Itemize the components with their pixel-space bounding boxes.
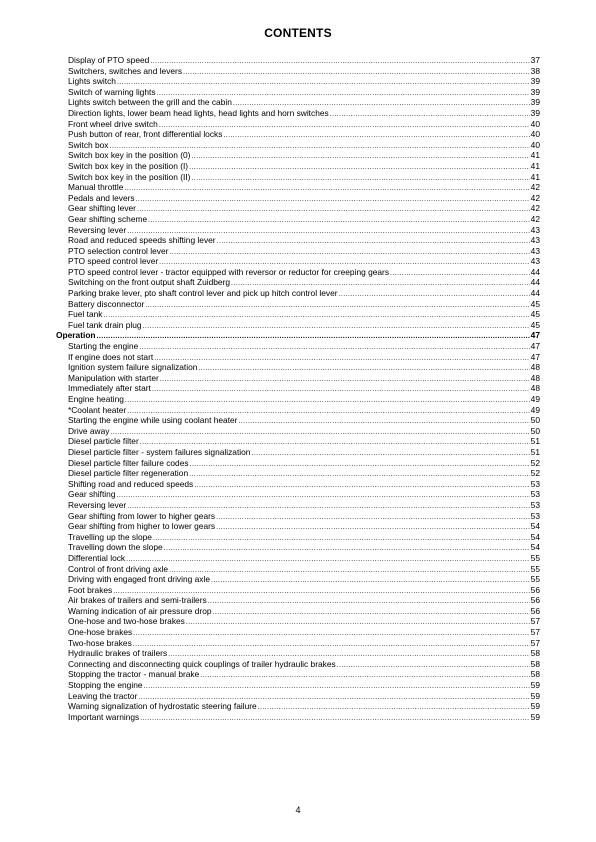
page-title: CONTENTS xyxy=(264,26,332,40)
toc-dot-leader xyxy=(200,671,529,682)
toc-entry[interactable] xyxy=(56,373,540,384)
toc-entry-title: Differential lock xyxy=(68,552,126,563)
toc-entry-title: Engine heating xyxy=(68,394,124,404)
toc-dot-leader xyxy=(145,301,529,312)
toc-entry[interactable] xyxy=(56,606,540,617)
toc-entry-page-number: 38 xyxy=(530,65,540,76)
toc-dot-leader xyxy=(97,332,530,343)
toc-entry-title: Pedals and levers xyxy=(68,192,135,203)
toc-entry-page-number: 45 xyxy=(530,298,540,309)
toc-entry[interactable] xyxy=(56,436,540,447)
toc-entry[interactable] xyxy=(56,256,540,267)
toc-entry-page-number: 50 xyxy=(530,415,540,426)
toc-entry-title: Lights switch xyxy=(68,76,116,87)
toc-dot-leader xyxy=(169,248,529,259)
toc-entry[interactable] xyxy=(56,500,540,511)
toc-entry-title: Switch box key in the position (I) xyxy=(68,160,189,171)
toc-entry-page-number: 59 xyxy=(530,680,540,691)
toc-entry-title: PTO speed control lever - tractor equipped with reversor or reductor for creeping gears xyxy=(68,266,390,277)
toc-entry-title: Switch box key in the position (0) xyxy=(68,150,191,161)
toc-entry[interactable] xyxy=(56,532,540,543)
toc-entry-title: Diesel particle filter - system failures signalization xyxy=(68,446,251,457)
toc-entry[interactable] xyxy=(56,511,540,522)
toc-entry-title: Travelling down the slope xyxy=(68,542,163,553)
toc-entry-title: Drive away xyxy=(68,425,110,436)
toc-entry-page-number: 39 xyxy=(530,76,540,87)
toc-entry[interactable] xyxy=(56,468,540,479)
toc-entry-page-number: 45 xyxy=(530,319,540,330)
toc-dot-leader xyxy=(390,269,530,280)
toc-section-entry[interactable] xyxy=(56,330,540,341)
toc-entry[interactable] xyxy=(56,542,540,553)
toc-entry[interactable] xyxy=(56,66,540,77)
toc-entry-title: One-hose brakes xyxy=(68,627,133,638)
toc-entry-title: Gear shifting from higher to lower gears xyxy=(68,521,216,532)
toc-entry-title: Hydraulic brakes of trailers xyxy=(68,648,168,659)
toc-entry-page-number: 54 xyxy=(530,531,540,542)
toc-entry-page-number: 41 xyxy=(530,171,540,182)
toc-entry-page-number: 58 xyxy=(530,669,540,680)
toc-dot-leader xyxy=(143,322,530,333)
toc-entry[interactable] xyxy=(56,648,540,659)
toc-entry[interactable] xyxy=(56,405,540,416)
toc-entry-title: Control of front driving axle xyxy=(68,563,169,574)
toc-entry[interactable] xyxy=(56,97,540,108)
toc-entry[interactable] xyxy=(56,595,540,606)
toc-entry[interactable] xyxy=(56,426,540,437)
toc-entry-page-number: 59 xyxy=(530,711,540,722)
toc-entry-page-number: 57 xyxy=(530,616,540,627)
toc-dot-leader xyxy=(339,290,530,301)
toc-entry-page-number: 42 xyxy=(530,203,540,214)
toc-entry-page-number: 53 xyxy=(530,489,540,500)
toc-entry-page-number: 39 xyxy=(530,97,540,108)
toc-entry-page-number: 49 xyxy=(530,404,540,415)
toc-dot-leader xyxy=(136,195,530,206)
toc-entry-title: Driving with engaged front driving axle xyxy=(68,574,210,585)
toc-entry[interactable] xyxy=(56,564,540,575)
toc-dot-leader xyxy=(208,597,530,608)
toc-dot-leader xyxy=(150,57,529,68)
toc-entry-page-number: 48 xyxy=(530,383,540,394)
toc-entry[interactable] xyxy=(56,182,540,193)
toc-entry-page-number: 43 xyxy=(530,224,540,235)
toc-dot-leader xyxy=(164,544,530,555)
toc-dot-leader xyxy=(139,343,529,354)
toc-entry-title: Two-hose brakes xyxy=(68,637,132,648)
toc-entry-page-number: 44 xyxy=(530,277,540,288)
toc-entry[interactable] xyxy=(56,76,540,87)
toc-entry-title: Stopping the tractor - manual brake xyxy=(68,669,200,680)
toc-dot-leader xyxy=(258,703,530,714)
toc-dot-leader xyxy=(183,68,530,79)
toc-entry-title: Gear shifting lever xyxy=(68,203,136,214)
toc-entry-title: Starting the engine while using coolant heater xyxy=(68,415,238,426)
toc-entry-title: Warning indication of air pressure drop xyxy=(68,605,212,616)
toc-dot-leader xyxy=(117,78,530,89)
toc-entry[interactable] xyxy=(56,341,540,352)
toc-entry[interactable] xyxy=(56,320,540,331)
toc-entry-page-number: 41 xyxy=(530,150,540,161)
toc-entry-page-number: 51 xyxy=(530,436,540,447)
toc-entry-page-number: 43 xyxy=(530,256,540,267)
toc-entry-page-number: 54 xyxy=(530,542,540,553)
toc-dot-leader xyxy=(152,385,530,396)
toc-dot-leader xyxy=(140,714,529,725)
toc-entry[interactable] xyxy=(56,638,540,649)
page-number: 4 xyxy=(295,805,301,815)
toc-entry[interactable] xyxy=(56,680,540,691)
toc-entry-page-number: 55 xyxy=(530,563,540,574)
toc-dot-leader xyxy=(153,534,530,545)
toc-entry-page-number: 39 xyxy=(530,107,540,118)
toc-entry[interactable] xyxy=(56,309,540,320)
toc-entry-title: Gear shifting from lower to higher gears xyxy=(68,510,216,521)
toc-entry-title: Switching on the front output shaft Zuidberg xyxy=(68,277,231,288)
toc-entry-page-number: 42 xyxy=(530,213,540,224)
toc-dot-leader xyxy=(189,163,530,174)
toc-entry[interactable] xyxy=(56,246,540,257)
toc-entry-title: Front wheel drive switch xyxy=(68,118,158,129)
toc-entry-page-number: 43 xyxy=(530,245,540,256)
toc-dot-leader xyxy=(198,364,529,375)
toc-entry-title: Warning signalization of hydrostatic steering failure xyxy=(68,701,257,712)
toc-entry[interactable] xyxy=(56,119,540,130)
toc-entry-title: Travelling up the slope xyxy=(68,531,152,542)
toc-entry[interactable] xyxy=(56,214,540,225)
toc-dot-leader xyxy=(238,417,529,428)
toc-entry[interactable] xyxy=(56,415,540,426)
toc-dot-leader xyxy=(133,640,530,651)
toc-entry[interactable] xyxy=(56,352,540,363)
toc-entry[interactable] xyxy=(56,383,540,394)
toc-entry-title: Diesel particle filter failure codes xyxy=(68,457,189,468)
toc-entry-title: Parking brake lever, pto shaft control lever and pick up hitch control lever xyxy=(68,288,338,299)
toc-entry-title: Gear shifting xyxy=(68,489,116,500)
toc-entry[interactable] xyxy=(56,225,540,236)
toc-entry-page-number: 53 xyxy=(530,478,540,489)
toc-entry[interactable] xyxy=(56,362,540,373)
toc-entry[interactable] xyxy=(56,574,540,585)
toc-entry-title: Foot brakes xyxy=(68,584,113,595)
toc-entry-title: Manipulation with starter xyxy=(68,372,159,383)
toc-entry-page-number: 40 xyxy=(530,139,540,150)
toc-dot-leader xyxy=(125,396,530,407)
toc-entry-page-number: 53 xyxy=(530,510,540,521)
toc-entry-page-number: 56 xyxy=(530,584,540,595)
toc-entry-title: Operation xyxy=(56,330,96,341)
toc-entry-page-number: 47 xyxy=(530,351,540,362)
toc-entry[interactable] xyxy=(56,172,540,183)
toc-entry-title: Air brakes of trailers and semi-trailers xyxy=(68,595,207,606)
toc-entry-page-number: 57 xyxy=(530,627,540,638)
toc-entry-title: Stopping the engine xyxy=(68,680,143,691)
toc-entry-page-number: 56 xyxy=(530,605,540,616)
toc-entry[interactable] xyxy=(56,299,540,310)
toc-entry-title: Fuel tank xyxy=(68,309,103,320)
toc-dot-leader xyxy=(126,555,530,566)
toc-entry[interactable] xyxy=(56,140,540,151)
toc-entry-title: Manual throttle xyxy=(68,182,124,193)
toc-entry[interactable] xyxy=(56,129,540,140)
toc-entry-page-number: 41 xyxy=(530,160,540,171)
toc-entry[interactable] xyxy=(56,479,540,490)
toc-entry-title: Immediately after start xyxy=(68,383,151,394)
toc-dot-leader xyxy=(217,237,530,248)
toc-entry-page-number: 57 xyxy=(530,637,540,648)
table-of-contents xyxy=(56,55,540,722)
toc-entry-title: Switchers, switches and levers xyxy=(68,65,183,76)
toc-entry-page-number: 47 xyxy=(530,341,540,352)
toc-dot-leader xyxy=(191,174,529,185)
toc-entry[interactable] xyxy=(56,108,540,119)
toc-entry-title: *Coolant heater xyxy=(68,404,127,415)
toc-entry-page-number: 54 xyxy=(530,521,540,532)
toc-entry-page-number: 56 xyxy=(530,595,540,606)
toc-dot-leader xyxy=(330,110,530,121)
toc-dot-leader xyxy=(116,491,529,502)
toc-entry[interactable] xyxy=(56,669,540,680)
toc-entry-title: One-hose and two-hose brakes xyxy=(68,616,185,627)
toc-entry-title: Push button of rear, front differential locks xyxy=(68,129,223,140)
toc-entry-title: Reversing lever xyxy=(68,224,127,235)
toc-entry[interactable] xyxy=(56,616,540,627)
toc-entry[interactable] xyxy=(56,585,540,596)
toc-entry-page-number: 55 xyxy=(530,574,540,585)
toc-dot-leader xyxy=(337,661,530,672)
toc-entry[interactable] xyxy=(56,489,540,500)
toc-entry-page-number: 42 xyxy=(530,192,540,203)
toc-dot-leader xyxy=(103,311,529,322)
toc-entry[interactable] xyxy=(56,447,540,458)
toc-entry-title: If engine does not start xyxy=(68,351,154,362)
toc-entry-page-number: 39 xyxy=(530,86,540,97)
toc-entry-title: PTO selection control lever xyxy=(68,245,169,256)
toc-entry-page-number: 40 xyxy=(530,118,540,129)
toc-entry-page-number: 53 xyxy=(530,499,540,510)
toc-dot-leader xyxy=(211,576,530,587)
toc-dot-leader xyxy=(160,375,530,386)
toc-entry-page-number: 48 xyxy=(530,362,540,373)
toc-dot-leader xyxy=(169,566,530,577)
toc-dot-leader xyxy=(216,523,530,534)
toc-entry[interactable] xyxy=(56,267,540,278)
toc-entry-title: Shifting road and reduced speeds xyxy=(68,478,194,489)
toc-entry-title: Diesel particle filter regeneration xyxy=(68,468,189,479)
toc-entry-title: Switch box xyxy=(68,139,109,150)
toc-entry-title: Battery disconnector xyxy=(68,298,145,309)
toc-entry[interactable] xyxy=(56,55,540,66)
toc-entry-title: Lights switch between the grill and the cabin xyxy=(68,97,232,108)
toc-entry-title: Road and reduced speeds shifting lever xyxy=(68,235,216,246)
toc-dot-leader xyxy=(223,131,529,142)
toc-dot-leader xyxy=(190,460,530,471)
toc-entry-page-number: 44 xyxy=(530,266,540,277)
toc-entry-title: Display of PTO speed xyxy=(68,55,150,65)
toc-dot-leader xyxy=(194,481,529,492)
toc-entry[interactable] xyxy=(56,691,540,702)
toc-entry-title: Connecting and disconnecting quick couplings of trailer hydraulic brakes xyxy=(68,658,336,669)
toc-dot-leader xyxy=(186,618,530,629)
toc-dot-leader xyxy=(189,470,530,481)
toc-entry[interactable] xyxy=(56,87,540,98)
toc-entry-page-number: 50 xyxy=(530,425,540,436)
toc-entry-page-number: 37 xyxy=(530,55,540,65)
toc-dot-leader xyxy=(213,608,530,619)
toc-entry[interactable] xyxy=(56,235,540,246)
toc-dot-leader xyxy=(124,184,529,195)
toc-entry-page-number: 40 xyxy=(530,129,540,140)
toc-entry[interactable] xyxy=(56,394,540,405)
toc-entry-title: Leaving the tractor xyxy=(68,690,138,701)
toc-entry-page-number: 55 xyxy=(530,552,540,563)
toc-entry-page-number: 59 xyxy=(530,690,540,701)
toc-entry[interactable] xyxy=(56,458,540,469)
toc-entry[interactable] xyxy=(56,277,540,288)
toc-dot-leader xyxy=(137,205,530,216)
toc-entry[interactable] xyxy=(56,521,540,532)
toc-entry-page-number: 44 xyxy=(530,288,540,299)
toc-entry-page-number: 52 xyxy=(530,457,540,468)
toc-entry-page-number: 58 xyxy=(530,648,540,659)
toc-entry-page-number: 59 xyxy=(530,701,540,712)
toc-entry-title: Switch box key in the position (II) xyxy=(68,171,191,182)
toc-entry[interactable] xyxy=(56,627,540,638)
toc-entry-page-number: 45 xyxy=(530,309,540,320)
toc-entry-title: Diesel particle filter xyxy=(68,436,139,447)
toc-entry[interactable] xyxy=(56,701,540,712)
toc-entry[interactable] xyxy=(56,193,540,204)
toc-entry-title: Important warnings xyxy=(68,711,140,722)
toc-entry-title: Reversing lever xyxy=(68,499,127,510)
toc-entry-title: Fuel tank drain plug xyxy=(68,319,142,330)
toc-entry-page-number: 48 xyxy=(530,372,540,383)
toc-entry[interactable] xyxy=(56,288,540,299)
toc-entry-page-number: 42 xyxy=(530,182,540,193)
toc-dot-leader xyxy=(154,354,529,365)
toc-entry-title: Direction lights, lower beam head lights, head lights and horn switches xyxy=(68,107,329,118)
toc-entry-page-number: 51 xyxy=(530,446,540,457)
toc-entry[interactable] xyxy=(56,203,540,214)
toc-entry-title: Switch of warning lights xyxy=(68,86,156,97)
toc-entry[interactable] xyxy=(56,150,540,161)
toc-dot-leader xyxy=(216,513,530,524)
toc-dot-leader xyxy=(144,682,530,693)
toc-dot-leader xyxy=(133,629,529,640)
toc-entry-page-number: 43 xyxy=(530,235,540,246)
toc-entry-page-number: 58 xyxy=(530,658,540,669)
toc-entry[interactable] xyxy=(56,553,540,564)
toc-entry[interactable] xyxy=(56,161,540,172)
toc-entry[interactable] xyxy=(56,712,540,723)
toc-entry-page-number: 49 xyxy=(530,394,540,404)
toc-entry-page-number: 47 xyxy=(530,330,540,341)
toc-dot-leader xyxy=(148,216,530,227)
toc-dot-leader xyxy=(191,152,529,163)
toc-dot-leader xyxy=(110,428,529,439)
toc-dot-leader xyxy=(251,449,529,460)
toc-entry-page-number: 52 xyxy=(530,468,540,479)
toc-entry-title: PTO speed control lever xyxy=(68,256,159,267)
toc-entry-title: Starting the engine xyxy=(68,341,139,352)
toc-entry[interactable] xyxy=(56,659,540,670)
toc-entry-title: Ignition system failure signalization xyxy=(68,362,198,373)
toc-entry-title: Gear shifting scheme xyxy=(68,213,148,224)
